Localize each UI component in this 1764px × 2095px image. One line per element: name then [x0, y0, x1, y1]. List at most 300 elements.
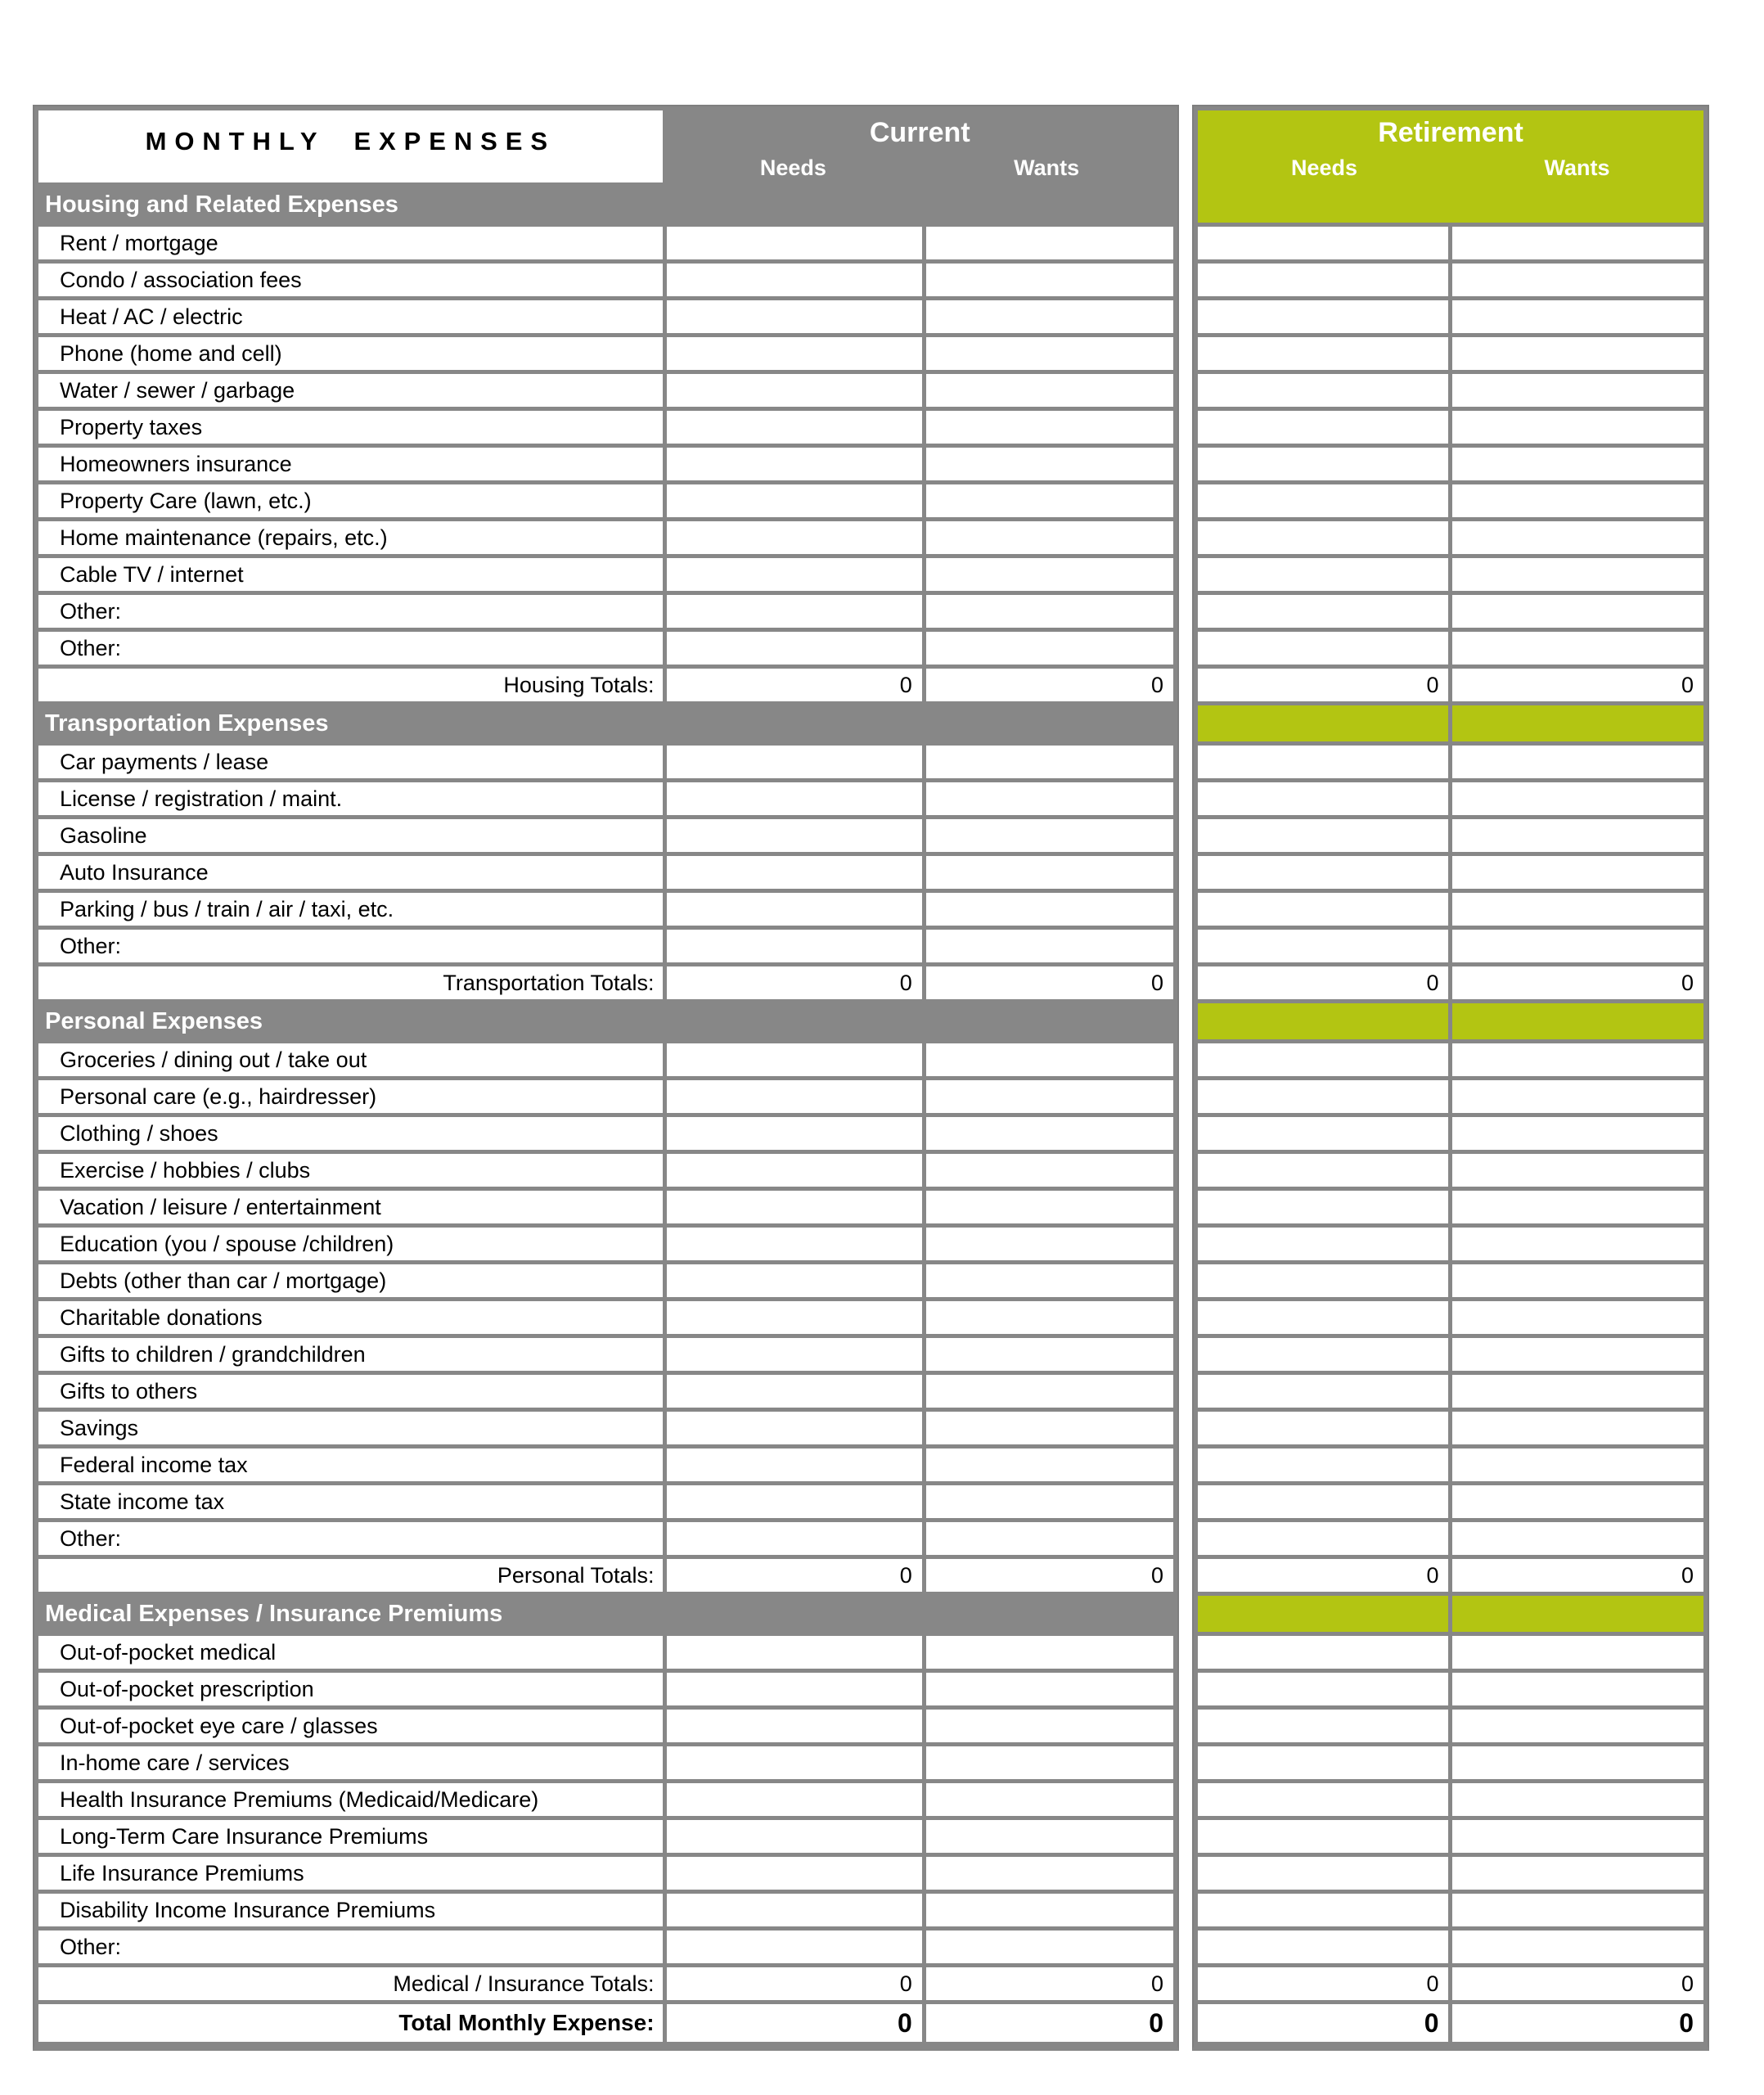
retirement-wants-input-cell[interactable] — [1452, 1301, 1703, 1334]
expense-row — [38, 1673, 1173, 1705]
retirement-needs-input-cell[interactable] — [1198, 1522, 1448, 1555]
retirement-wants-input-cell[interactable] — [1452, 484, 1703, 517]
current-needs-input-cell[interactable] — [667, 1043, 922, 1076]
retirement-wants-input-cell[interactable] — [1452, 1746, 1703, 1779]
current-needs-input-cell[interactable] — [667, 856, 922, 889]
section-bar-row — [38, 1596, 1173, 1632]
expense-row — [1198, 1636, 1703, 1669]
section-totals-row — [1198, 1559, 1703, 1592]
expense-row — [38, 1301, 1173, 1334]
expense-label: Home maintenance (repairs, etc.) — [38, 521, 663, 554]
expense-row — [1198, 1485, 1703, 1518]
current-needs-input-cell[interactable] — [667, 484, 922, 517]
section-accent-cell — [1452, 1596, 1703, 1632]
section-header-label: Housing and Related Expenses — [38, 187, 1173, 223]
retirement-wants-input-cell[interactable] — [1452, 1448, 1703, 1481]
retirement-wants-input-cell[interactable] — [1452, 521, 1703, 554]
expense-row — [38, 819, 1173, 852]
retirement-needs-input-cell[interactable] — [1198, 746, 1448, 778]
current-wants-input-cell[interactable] — [926, 1485, 1173, 1518]
expense-label: Life Insurance Premiums — [38, 1857, 663, 1890]
current-needs-input-cell[interactable] — [667, 300, 922, 333]
retirement-needs-input-cell[interactable] — [1198, 448, 1448, 480]
current-wants-input-cell[interactable] — [926, 1820, 1173, 1853]
retirement-needs-input-cell[interactable] — [1198, 1117, 1448, 1150]
expense-label: Other: — [38, 930, 663, 962]
retirement-wants-input-cell[interactable] — [1452, 411, 1703, 444]
retirement-needs-input-cell[interactable] — [1198, 1264, 1448, 1297]
retirement-needs-input-cell[interactable] — [1198, 1746, 1448, 1779]
retirement-needs-input-cell[interactable] — [1198, 1301, 1448, 1334]
expense-label: Heat / AC / electric — [38, 300, 663, 333]
retirement-wants-input-cell[interactable] — [1452, 856, 1703, 889]
current-wants-input-cell[interactable] — [926, 1673, 1173, 1705]
current-wants-input-cell[interactable] — [926, 1412, 1173, 1444]
current-wants-input-cell[interactable] — [926, 337, 1173, 370]
retirement-needs-input-cell[interactable] — [1198, 1673, 1448, 1705]
expense-label: In-home care / services — [38, 1746, 663, 1779]
current-needs-input-cell[interactable] — [667, 1117, 922, 1150]
total-value-cell: 0 — [926, 1967, 1173, 2000]
expense-row — [1198, 1894, 1703, 1926]
current-needs-input-cell[interactable] — [667, 1228, 922, 1260]
expense-label: Gifts to children / grandchildren — [38, 1338, 663, 1371]
expense-label: Gifts to others — [38, 1375, 663, 1408]
expense-row — [1198, 1412, 1703, 1444]
retirement-wants-input-cell[interactable] — [1452, 337, 1703, 370]
expense-label: Federal income tax — [38, 1448, 663, 1481]
expense-row — [1198, 1931, 1703, 1963]
expense-row — [1198, 300, 1703, 333]
retirement-wants-input-cell[interactable] — [1452, 1857, 1703, 1890]
current-needs-input-cell[interactable] — [667, 1857, 922, 1890]
current-wants-input-cell[interactable] — [926, 1894, 1173, 1926]
total-value-cell: 0 — [667, 669, 922, 701]
current-needs-input-cell[interactable] — [667, 1636, 922, 1669]
current-wants-input-cell[interactable] — [926, 1746, 1173, 1779]
current-needs-input-cell[interactable] — [667, 448, 922, 480]
current-wants-input-cell[interactable] — [926, 1043, 1173, 1076]
section-bar-row — [1198, 1596, 1703, 1632]
current-needs-input-cell[interactable] — [667, 558, 922, 591]
retirement-needs-input-cell[interactable] — [1198, 411, 1448, 444]
current-wants-input-cell[interactable] — [926, 1301, 1173, 1334]
expense-row — [38, 1783, 1173, 1816]
retirement-needs-input-cell[interactable] — [1198, 1154, 1448, 1187]
expense-row — [1198, 819, 1703, 852]
current-wants-input-cell[interactable] — [926, 1375, 1173, 1408]
retirement-wants-input-cell[interactable] — [1452, 746, 1703, 778]
section-header-label: Personal Expenses — [38, 1003, 1173, 1039]
expense-label: Rent / mortgage — [38, 227, 663, 259]
expense-row — [38, 484, 1173, 517]
expense-row — [1198, 746, 1703, 778]
retirement-wants-input-cell[interactable] — [1452, 300, 1703, 333]
section-bar-row — [1198, 705, 1703, 741]
expense-label: Property Care (lawn, etc.) — [38, 484, 663, 517]
expense-row — [38, 632, 1173, 665]
retirement-wants-input-cell[interactable] — [1452, 819, 1703, 852]
current-wants-input-cell[interactable] — [926, 521, 1173, 554]
expense-row — [38, 1191, 1173, 1223]
expense-label: Out-of-pocket eye care / glasses — [38, 1710, 663, 1742]
current-wants-input-cell[interactable] — [926, 484, 1173, 517]
current-wants-input-cell[interactable] — [926, 1522, 1173, 1555]
retirement-needs-input-cell[interactable] — [1198, 1191, 1448, 1223]
expense-row — [1198, 1375, 1703, 1408]
current-wants-input-cell[interactable] — [926, 1228, 1173, 1260]
retirement-wants-input-cell[interactable] — [1452, 1522, 1703, 1555]
current-needs-input-cell[interactable] — [667, 1412, 922, 1444]
expense-row — [38, 1043, 1173, 1076]
current-wants-input-cell[interactable] — [926, 746, 1173, 778]
retirement-wants-input-cell[interactable] — [1452, 1154, 1703, 1187]
expense-row — [38, 337, 1173, 370]
current-needs-input-cell[interactable] — [667, 930, 922, 962]
section-totals-label: Transportation Totals: — [38, 966, 663, 999]
current-needs-input-cell[interactable] — [667, 1191, 922, 1223]
total-value-cell: 0 — [1198, 1559, 1448, 1592]
expense-label: Car payments / lease — [38, 746, 663, 778]
expense-row — [38, 1448, 1173, 1481]
retirement-needs-input-cell[interactable] — [1198, 1857, 1448, 1890]
current-wants-input-cell[interactable] — [926, 856, 1173, 889]
total-value-cell: 0 — [1452, 966, 1703, 999]
expense-label: Personal care (e.g., hairdresser) — [38, 1080, 663, 1113]
current-needs-input-cell[interactable] — [667, 746, 922, 778]
retirement-needs-input-cell[interactable] — [1198, 1338, 1448, 1371]
expense-row — [1198, 411, 1703, 444]
current-wants-input-cell[interactable] — [926, 374, 1173, 407]
retirement-wants-header: Wants — [1544, 155, 1610, 180]
retirement-wants-input-cell[interactable] — [1452, 1264, 1703, 1297]
retirement-needs-input-cell[interactable] — [1198, 1375, 1448, 1408]
header-row — [1198, 110, 1703, 182]
current-needs-input-cell[interactable] — [667, 337, 922, 370]
expense-row — [38, 227, 1173, 259]
retirement-needs-input-cell[interactable] — [1198, 1894, 1448, 1926]
retirement-wants-input-cell[interactable] — [1452, 1710, 1703, 1742]
expense-row — [38, 595, 1173, 628]
current-needs-input-cell[interactable] — [667, 1485, 922, 1518]
expense-row — [1198, 484, 1703, 517]
retirement-needs-input-cell[interactable] — [1198, 893, 1448, 926]
expense-row — [1198, 227, 1703, 259]
current-needs-input-cell[interactable] — [667, 1080, 922, 1113]
current-needs-input-cell[interactable] — [667, 632, 922, 665]
current-needs-input-cell[interactable] — [667, 1301, 922, 1334]
retirement-needs-input-cell[interactable] — [1198, 1412, 1448, 1444]
current-needs-input-cell[interactable] — [667, 1931, 922, 1963]
expense-row — [1198, 521, 1703, 554]
retirement-wants-input-cell[interactable] — [1452, 374, 1703, 407]
expense-row — [1198, 558, 1703, 591]
expense-row — [38, 856, 1173, 889]
retirement-needs-input-cell[interactable] — [1198, 1636, 1448, 1669]
retirement-needs-input-cell[interactable] — [1198, 1228, 1448, 1260]
current-wants-input-cell[interactable] — [926, 930, 1173, 962]
retirement-wants-input-cell[interactable] — [1452, 1338, 1703, 1371]
current-wants-input-cell[interactable] — [926, 1117, 1173, 1150]
expense-label: Homeowners insurance — [38, 448, 663, 480]
retirement-wants-input-cell[interactable] — [1452, 1080, 1703, 1113]
current-wants-input-cell[interactable] — [926, 300, 1173, 333]
total-value-cell: 0 — [1198, 966, 1448, 999]
expense-row — [38, 448, 1173, 480]
current-needs-input-cell[interactable] — [667, 411, 922, 444]
retirement-needs-input-cell[interactable] — [1198, 595, 1448, 628]
expense-row — [1198, 632, 1703, 665]
current-wants-input-cell[interactable] — [926, 1448, 1173, 1481]
retirement-wants-input-cell[interactable] — [1452, 227, 1703, 259]
section-totals-label: Housing Totals: — [38, 669, 663, 701]
expense-row — [38, 746, 1173, 778]
current-needs-input-cell[interactable] — [667, 819, 922, 852]
retirement-wants-input-cell[interactable] — [1452, 595, 1703, 628]
expense-label: Vacation / leisure / entertainment — [38, 1191, 663, 1223]
expense-label: Out-of-pocket prescription — [38, 1673, 663, 1705]
expense-row — [38, 264, 1173, 296]
section-accent-cell — [1452, 1003, 1703, 1039]
retirement-wants-input-cell[interactable] — [1452, 1228, 1703, 1260]
current-wants-input-cell[interactable] — [926, 632, 1173, 665]
current-needs-input-cell[interactable] — [667, 264, 922, 296]
retirement-wants-input-cell[interactable] — [1452, 1673, 1703, 1705]
expense-row — [38, 558, 1173, 591]
current-needs-input-cell[interactable] — [667, 521, 922, 554]
retirement-wants-input-cell[interactable] — [1452, 1375, 1703, 1408]
expense-label: Charitable donations — [38, 1301, 663, 1334]
current-wants-input-cell[interactable] — [926, 558, 1173, 591]
current-wants-input-cell[interactable] — [926, 1080, 1173, 1113]
expense-label: Cable TV / internet — [38, 558, 663, 591]
current-needs-input-cell[interactable] — [667, 893, 922, 926]
current-needs-input-cell[interactable] — [667, 1264, 922, 1297]
expense-label: Exercise / hobbies / clubs — [38, 1154, 663, 1187]
total-value-cell: 0 — [1452, 669, 1703, 701]
current-wants-input-cell[interactable] — [926, 1191, 1173, 1223]
total-value-cell: 0 — [926, 966, 1173, 999]
current-wants-input-cell[interactable] — [926, 819, 1173, 852]
section-accent-cell — [1198, 705, 1448, 741]
grand-total-value-cell: 0 — [926, 2004, 1173, 2042]
retirement-needs-input-cell[interactable] — [1198, 521, 1448, 554]
current-needs-input-cell[interactable] — [667, 374, 922, 407]
retirement-needs-input-cell[interactable] — [1198, 264, 1448, 296]
expense-row — [1198, 1301, 1703, 1334]
current-wants-input-cell[interactable] — [926, 1154, 1173, 1187]
current-wants-input-cell[interactable] — [926, 264, 1173, 296]
retirement-needs-input-cell[interactable] — [1198, 300, 1448, 333]
expense-row — [38, 1412, 1173, 1444]
current-wants-input-cell[interactable] — [926, 1264, 1173, 1297]
current-needs-input-cell[interactable] — [667, 1375, 922, 1408]
retirement-wants-input-cell[interactable] — [1452, 1412, 1703, 1444]
expense-row — [1198, 1673, 1703, 1705]
current-wants-input-cell[interactable] — [926, 227, 1173, 259]
current-expenses-table — [33, 105, 1179, 2051]
section-totals-row — [38, 966, 1173, 999]
current-needs-input-cell[interactable] — [667, 227, 922, 259]
expense-row — [38, 930, 1173, 962]
retirement-needs-input-cell[interactable] — [1198, 819, 1448, 852]
retirement-wants-input-cell[interactable] — [1452, 1117, 1703, 1150]
expense-label: Gasoline — [38, 819, 663, 852]
retirement-needs-input-cell[interactable] — [1198, 856, 1448, 889]
retirement-needs-input-cell[interactable] — [1198, 1448, 1448, 1481]
section-totals-row — [38, 1967, 1173, 2000]
expense-row — [38, 521, 1173, 554]
grand-total-value-cell: 0 — [667, 2004, 922, 2042]
section-accent-cell — [1198, 1003, 1448, 1039]
current-needs-input-cell[interactable] — [667, 1783, 922, 1816]
current-wants-input-cell[interactable] — [926, 448, 1173, 480]
retirement-needs-input-cell[interactable] — [1198, 1783, 1448, 1816]
retirement-wants-input-cell[interactable] — [1452, 1783, 1703, 1816]
current-needs-input-cell[interactable] — [667, 1522, 922, 1555]
retirement-wants-input-cell[interactable] — [1452, 1043, 1703, 1076]
section-totals-label: Medical / Insurance Totals: — [38, 1967, 663, 2000]
current-needs-input-cell[interactable] — [667, 1338, 922, 1371]
retirement-wants-input-cell[interactable] — [1452, 632, 1703, 665]
total-value-cell: 0 — [1452, 1559, 1703, 1592]
retirement-needs-input-cell[interactable] — [1198, 632, 1448, 665]
expense-row — [1198, 782, 1703, 815]
current-wants-input-cell[interactable] — [926, 1710, 1173, 1742]
retirement-wants-input-cell[interactable] — [1452, 1636, 1703, 1669]
grand-total-row — [1198, 2004, 1703, 2042]
expense-row — [38, 411, 1173, 444]
retirement-wants-input-cell[interactable] — [1452, 782, 1703, 815]
retirement-wants-input-cell[interactable] — [1452, 1820, 1703, 1853]
retirement-wants-input-cell[interactable] — [1452, 893, 1703, 926]
retirement-needs-input-cell[interactable] — [1198, 1080, 1448, 1113]
expense-row — [38, 1228, 1173, 1260]
expense-row — [1198, 1228, 1703, 1260]
expense-row — [1198, 1448, 1703, 1481]
current-needs-header: Needs — [759, 155, 826, 180]
retirement-needs-input-cell[interactable] — [1198, 1043, 1448, 1076]
expense-row — [38, 1894, 1173, 1926]
expense-row — [38, 1710, 1173, 1742]
current-wants-input-cell[interactable] — [926, 893, 1173, 926]
expense-label: Water / sewer / garbage — [38, 374, 663, 407]
expense-label: Auto Insurance — [38, 856, 663, 889]
retirement-needs-input-cell[interactable] — [1198, 782, 1448, 815]
retirement-needs-input-cell[interactable] — [1198, 930, 1448, 962]
retirement-expenses-table — [1192, 105, 1709, 2051]
section-totals-row — [38, 669, 1173, 701]
retirement-needs-input-cell[interactable] — [1198, 484, 1448, 517]
retirement-group-label: Retirement — [1378, 117, 1523, 148]
expense-row — [1198, 856, 1703, 889]
retirement-wants-input-cell[interactable] — [1452, 558, 1703, 591]
current-needs-input-cell[interactable] — [667, 1448, 922, 1481]
section-bar-row — [38, 1003, 1173, 1039]
retirement-needs-input-cell[interactable] — [1198, 1710, 1448, 1742]
expense-label: License / registration / maint. — [38, 782, 663, 815]
current-needs-input-cell[interactable] — [667, 1820, 922, 1853]
retirement-wants-input-cell[interactable] — [1452, 1894, 1703, 1926]
retirement-wants-input-cell[interactable] — [1452, 1931, 1703, 1963]
section-header-label: Medical Expenses / Insurance Premiums — [38, 1596, 1173, 1632]
expense-row — [1198, 1191, 1703, 1223]
retirement-needs-input-cell[interactable] — [1198, 558, 1448, 591]
expense-label: Parking / bus / train / air / taxi, etc. — [38, 893, 663, 926]
retirement-needs-input-cell[interactable] — [1198, 227, 1448, 259]
current-wants-input-cell[interactable] — [926, 1857, 1173, 1890]
current-wants-input-cell[interactable] — [926, 1636, 1173, 1669]
retirement-needs-input-cell[interactable] — [1198, 337, 1448, 370]
current-needs-input-cell[interactable] — [667, 595, 922, 628]
retirement-needs-input-cell[interactable] — [1198, 1485, 1448, 1518]
expense-row — [38, 1820, 1173, 1853]
expense-row — [1198, 337, 1703, 370]
expense-row — [38, 1264, 1173, 1297]
retirement-needs-input-cell[interactable] — [1198, 374, 1448, 407]
retirement-wants-input-cell[interactable] — [1452, 930, 1703, 962]
section-accent-cell — [1198, 1596, 1448, 1632]
retirement-column-group — [1198, 110, 1703, 223]
expense-row — [1198, 1710, 1703, 1742]
expense-row — [1198, 264, 1703, 296]
expense-row — [38, 1117, 1173, 1150]
expense-row — [1198, 1117, 1703, 1150]
current-wants-input-cell[interactable] — [926, 1338, 1173, 1371]
current-wants-input-cell[interactable] — [926, 1783, 1173, 1816]
expense-label: Other: — [38, 595, 663, 628]
expense-row — [38, 782, 1173, 815]
current-needs-input-cell[interactable] — [667, 1154, 922, 1187]
retirement-wants-input-cell[interactable] — [1452, 1485, 1703, 1518]
total-value-cell: 0 — [926, 669, 1173, 701]
expense-row — [1198, 1043, 1703, 1076]
section-bar-row — [38, 705, 1173, 741]
current-wants-input-cell[interactable] — [926, 782, 1173, 815]
current-needs-input-cell[interactable] — [667, 1673, 922, 1705]
expense-label: Other: — [38, 632, 663, 665]
current-needs-input-cell[interactable] — [667, 782, 922, 815]
expense-label: Phone (home and cell) — [38, 337, 663, 370]
expense-label: Property taxes — [38, 411, 663, 444]
current-wants-input-cell[interactable] — [926, 411, 1173, 444]
total-value-cell: 0 — [1452, 1967, 1703, 2000]
current-wants-input-cell[interactable] — [926, 1931, 1173, 1963]
worksheet-title: MONTHLY EXPENSES — [38, 110, 663, 182]
expense-row — [1198, 448, 1703, 480]
retirement-wants-input-cell[interactable] — [1452, 1191, 1703, 1223]
current-needs-input-cell[interactable] — [667, 1894, 922, 1926]
expense-row — [1198, 1783, 1703, 1816]
retirement-needs-input-cell[interactable] — [1198, 1931, 1448, 1963]
section-bar-row — [38, 187, 1173, 223]
total-value-cell: 0 — [667, 1967, 922, 2000]
expense-row — [38, 1746, 1173, 1779]
current-needs-input-cell[interactable] — [667, 1710, 922, 1742]
expense-row — [38, 1857, 1173, 1890]
retirement-wants-input-cell[interactable] — [1452, 448, 1703, 480]
total-value-cell: 0 — [1198, 1967, 1448, 2000]
current-needs-input-cell[interactable] — [667, 1746, 922, 1779]
section-header-label: Transportation Expenses — [38, 705, 1173, 741]
expense-row — [1198, 930, 1703, 962]
current-wants-header: Wants — [1014, 155, 1080, 180]
retirement-needs-header: Needs — [1290, 155, 1358, 180]
expense-row — [38, 300, 1173, 333]
current-wants-input-cell[interactable] — [926, 595, 1173, 628]
retirement-needs-input-cell[interactable] — [1198, 1820, 1448, 1853]
retirement-wants-input-cell[interactable] — [1452, 264, 1703, 296]
